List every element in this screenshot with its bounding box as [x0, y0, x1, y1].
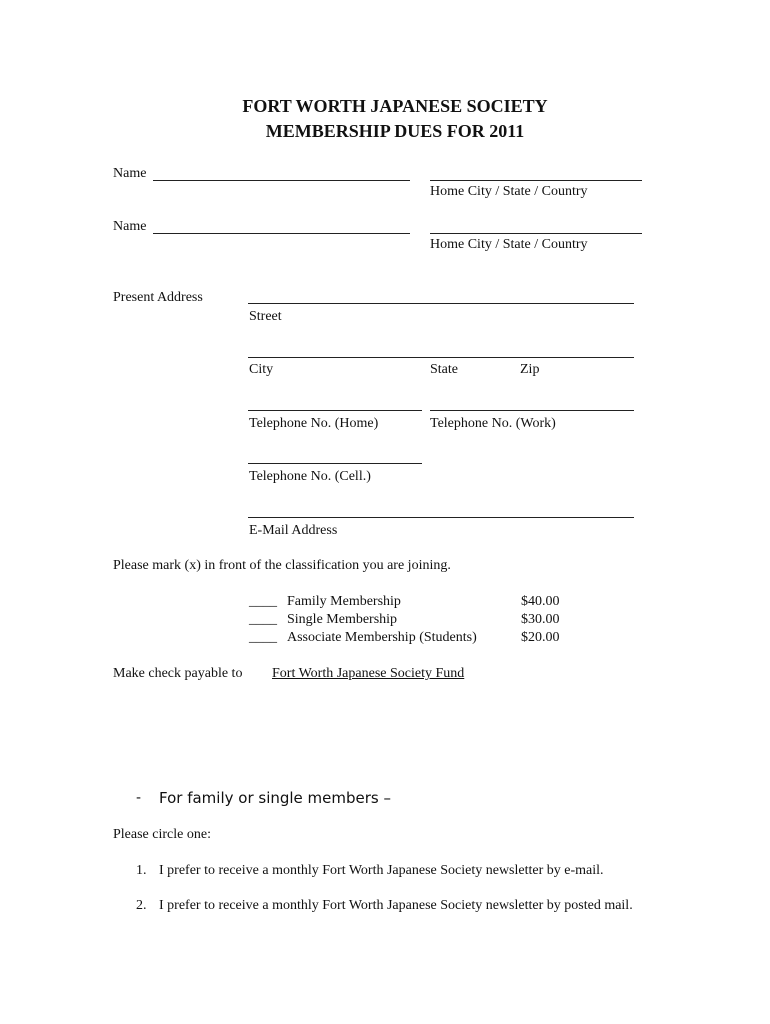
telephone-work-field[interactable] — [430, 410, 634, 411]
email-field[interactable] — [248, 517, 634, 518]
name-field-1[interactable] — [153, 180, 410, 181]
single-membership-blank[interactable]: ____ — [249, 612, 277, 627]
single-membership-price: $30.00 — [521, 612, 560, 627]
street-field[interactable] — [248, 303, 634, 304]
option-number-1: 1. — [136, 863, 147, 878]
state-caption: State — [430, 362, 458, 377]
name-field-2[interactable] — [153, 233, 410, 234]
newsletter-mail-option[interactable]: I prefer to receive a monthly Fort Worth Japanese Society newsletter by posted mail. — [159, 898, 633, 913]
list-dash: - — [136, 790, 142, 806]
classification-instruction: Please mark (x) in front of the classification you are joining. — [113, 558, 451, 573]
form-title-line1: FORT WORTH JAPANESE SOCIETY — [242, 96, 548, 116]
associate-membership-price: $20.00 — [521, 630, 560, 645]
zip-caption: Zip — [520, 362, 540, 377]
newsletter-email-option[interactable]: I prefer to receive a monthly Fort Worth Japanese Society newsletter by e-mail. — [159, 863, 604, 878]
name-label-1: Name — [113, 166, 147, 181]
family-membership-blank[interactable]: ____ — [249, 594, 277, 609]
family-membership-label: Family Membership — [287, 594, 401, 609]
check-payable-label: Make check payable to — [113, 666, 243, 681]
associate-membership-blank[interactable]: ____ — [249, 630, 277, 645]
newsletter-heading: For family or single members – — [159, 789, 392, 807]
single-membership-label: Single Membership — [287, 612, 398, 627]
email-caption: E-Mail Address — [249, 523, 338, 538]
home-city-field-1[interactable] — [430, 180, 642, 181]
family-membership-price: $40.00 — [521, 594, 560, 609]
telephone-home-caption: Telephone No. (Home) — [249, 416, 379, 431]
home-city-field-2[interactable] — [430, 233, 642, 234]
telephone-cell-field[interactable] — [248, 463, 422, 464]
home-city-caption-1: Home City / State / Country — [430, 184, 588, 199]
form-title-line2: MEMBERSHIP DUES FOR 2011 — [265, 121, 525, 141]
telephone-home-field[interactable] — [248, 410, 422, 411]
telephone-cell-caption: Telephone No. (Cell.) — [249, 469, 371, 484]
option-number-2: 2. — [136, 898, 147, 913]
associate-membership-label: Associate Membership (Students) — [287, 630, 477, 645]
payee-name: Fort Worth Japanese Society Fund — [272, 666, 465, 681]
present-address-label: Present Address — [113, 290, 203, 305]
circle-one-instruction: Please circle one: — [113, 827, 211, 842]
city-caption: City — [249, 362, 274, 377]
street-caption: Street — [249, 309, 282, 324]
home-city-caption-2: Home City / State / Country — [430, 237, 588, 252]
name-label-2: Name — [113, 219, 147, 234]
city-state-zip-field[interactable] — [248, 357, 634, 358]
telephone-work-caption: Telephone No. (Work) — [430, 416, 556, 431]
